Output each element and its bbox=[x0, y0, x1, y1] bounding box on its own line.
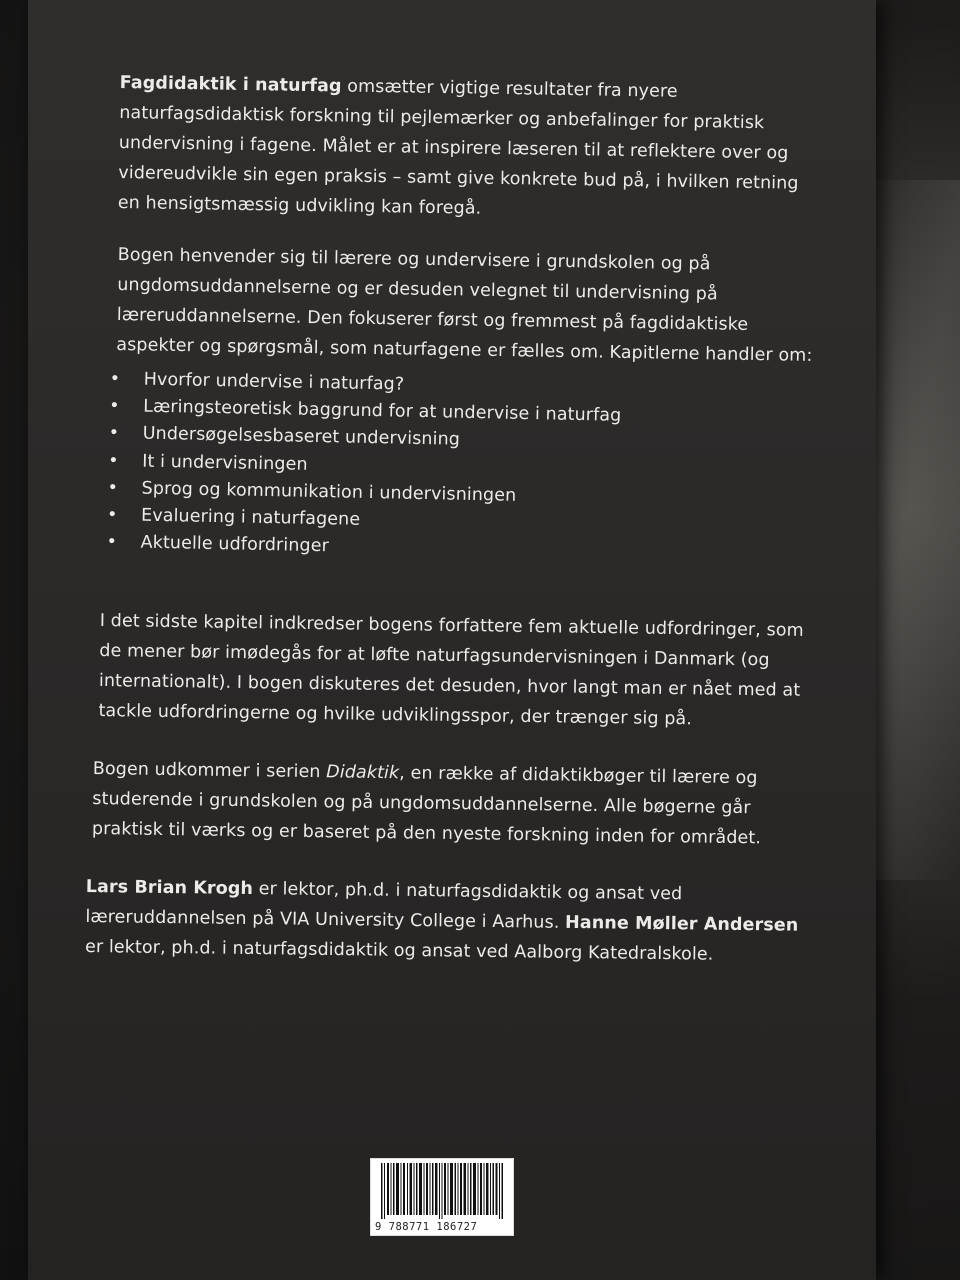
author1-name: Lars Brian Krogh bbox=[85, 876, 254, 900]
list-item: • Sprog og kommunikation i undervisningen bbox=[107, 475, 707, 514]
list-item: • Evaluering i naturfagene bbox=[107, 502, 707, 541]
last-chapter-text: I det sidste kapitel indkredser bogens forfattere fem aktuelle udfordringer, som de mener bør imødegås for at løfte naturfagsundervisningen i Danmark (og internationalt). I bogen diskuteres det desuden, hvor langt man er nået med at tackle udfordringerne og hvilke udviklingsspor, der trænger sig på. bbox=[98, 610, 804, 730]
book-back-cover bbox=[28, 0, 876, 1280]
author2-name: Hanne Møller Andersen bbox=[564, 912, 799, 936]
authors-paragraph bbox=[85, 872, 816, 971]
list-item: • Aktuelle udfordringer bbox=[106, 529, 706, 568]
last-chapter-paragraph bbox=[98, 606, 812, 736]
list-item: • It i undervisningen bbox=[108, 448, 708, 487]
series-paragraph bbox=[92, 754, 811, 854]
isbn-digits: 9 788771 186727 bbox=[375, 1221, 478, 1233]
author2-bio: er lektor, ph.d. i naturfagsdidaktik og ansat ved Aalborg Katedralskole. bbox=[84, 936, 714, 965]
intro-paragraph bbox=[118, 68, 826, 229]
series-text-before: Bogen udkommer i serien bbox=[92, 758, 327, 783]
barcode-bars-icon bbox=[375, 1163, 509, 1219]
audience-text: Bogen henvender sig til lærere og undervisere i grundskolen og på ungdomsuddannelserne og er desuden velegnet til undervisning på læreruddannelserne. Den fokuserer først og fremmest på fagdidaktiske aspekter og spørgsmål, som naturfagene er fælles om. Kapitlerne handler om: bbox=[116, 244, 813, 366]
list-item: • Undersøgelsesbaseret undervisning bbox=[108, 420, 708, 459]
intro-text: omsætter vigtige resultater fra nyere naturfagsdidaktisk forskning til pejlemærker og anbefalinger for praktisk undervisning i fagene. Målet er at inspirere læseren til at reflektere over og videreudvikle sin egen praksis – samt give konkrete bud på, i hvilken retning en hensigtsmæssig udvikling kan foregå. bbox=[117, 76, 799, 219]
book-title: Fagdidaktik i naturfag bbox=[119, 72, 342, 97]
chapter-list bbox=[106, 366, 710, 568]
author1-bio: er lektor, ph.d. i naturfagsdidaktik og ansat ved læreruddannelsen på VIA University College i Aarhus. bbox=[85, 879, 683, 933]
list-item: • Læringsteoretisk baggrund for at undervise i naturfag bbox=[109, 393, 709, 432]
isbn-barcode bbox=[370, 1158, 514, 1236]
series-text-after: , en række af didaktikbøger til lærere og studerende i grundskolen og på ungdomsuddannelserne. Alle bøgerne går praktisk til værks og er baseret på den nyeste forskning inden for området. bbox=[91, 763, 762, 849]
series-name: Didaktik bbox=[326, 762, 400, 784]
list-item: • Hvorfor undervise i naturfag? bbox=[109, 366, 709, 405]
audience-paragraph bbox=[116, 240, 826, 371]
